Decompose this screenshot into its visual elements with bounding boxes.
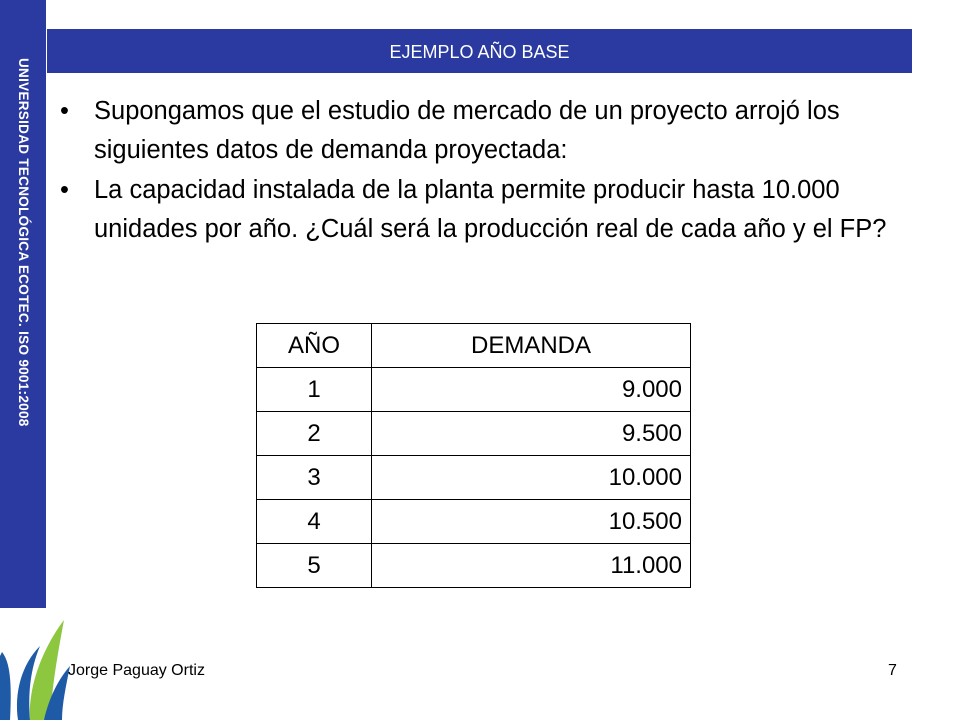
slide-title: EJEMPLO AÑO BASE <box>389 42 570 62</box>
column-header-year: AÑO <box>257 324 372 368</box>
column-header-demand: DEMANDA <box>372 324 691 368</box>
ecotec-logo-icon <box>0 612 72 720</box>
side-bar <box>0 0 46 608</box>
year-cell: 3 <box>257 456 372 500</box>
table-header-row <box>257 324 691 368</box>
bullet-item <box>60 92 890 170</box>
table-row <box>257 368 691 412</box>
demand-cell: 10.500 <box>372 500 691 544</box>
demand-cell: 9.500 <box>372 412 691 456</box>
demand-table <box>256 323 691 588</box>
side-bar-text: UNIVERSIDAD TECNOLÓGICA ECOTEC. ISO 9001:2008 <box>16 58 31 427</box>
bullet-text: La capacidad instalada de la planta permite producir hasta 10.000 unidades por año. ¿Cuál será la producción real de cada año y el FP? <box>94 176 887 243</box>
table-row <box>257 500 691 544</box>
footer-author: Jorge Paguay Ortiz <box>68 662 205 679</box>
bullet-dot-icon: • <box>60 176 69 204</box>
table-row <box>257 412 691 456</box>
demand-cell: 9.000 <box>372 368 691 412</box>
demand-cell: 11.000 <box>372 544 691 588</box>
slide-title-bar <box>47 29 912 73</box>
page-number: 7 <box>888 662 897 679</box>
year-cell: 2 <box>257 412 372 456</box>
year-cell: 5 <box>257 544 372 588</box>
year-cell: 1 <box>257 368 372 412</box>
table-row <box>257 456 691 500</box>
demand-cell: 10.000 <box>372 456 691 500</box>
bullet-item <box>60 171 890 249</box>
table-row <box>257 544 691 588</box>
bullet-text: Supongamos que el estudio de mercado de un proyecto arrojó los siguientes datos de demanda proyectada: <box>94 97 840 164</box>
bullet-list <box>60 92 890 250</box>
bullet-dot-icon: • <box>60 97 69 125</box>
year-cell: 4 <box>257 500 372 544</box>
